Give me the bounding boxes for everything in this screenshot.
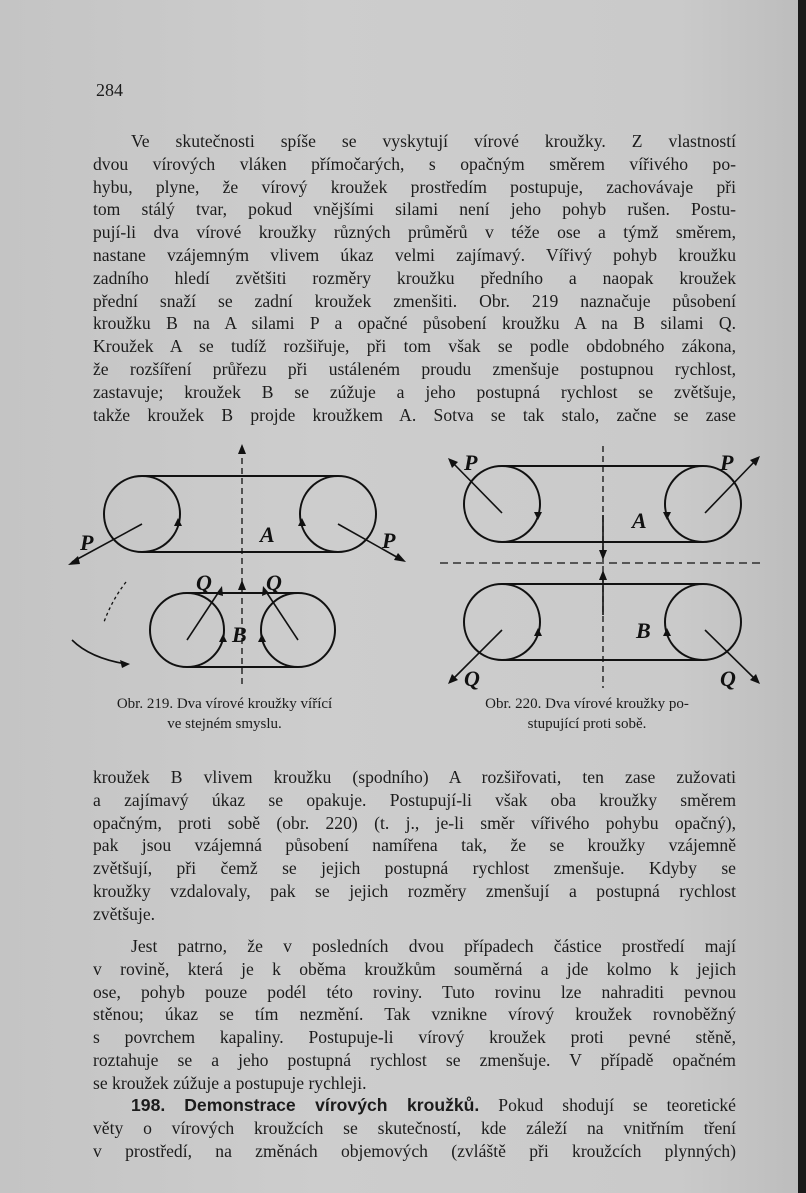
text-line: v rovině, která je k oběma kroužkům souměrná a jde kolmo k jejich xyxy=(93,958,736,979)
text-line: že rozšíření průřezu při ustáleném proudu zmenšuje postupnou rychlost, xyxy=(93,358,736,379)
text-line: hybu, plyne, že vírový kroužek prostředím postupuje, zachovávaje při xyxy=(93,176,736,197)
label-ring-a: A xyxy=(260,522,275,547)
caption-line: ve stejném smyslu. xyxy=(167,716,282,732)
figure-220 xyxy=(420,440,780,695)
caption-line: stupující proti sobě. xyxy=(527,716,647,732)
page-edge-shadow xyxy=(798,0,806,1193)
text-line: Ve skutečnosti spíše se vyskytují vírové kroužky. Z vlastností xyxy=(131,131,736,151)
page-number: 284 xyxy=(96,80,123,100)
section-number: 198. xyxy=(131,1095,166,1115)
vortex-rings-same-direction-diagram xyxy=(60,440,420,690)
text-line: kroužku B na A silami P a opačné působení kroužku A na B silami Q. xyxy=(93,313,736,334)
paragraph-vortex-rings xyxy=(93,130,736,426)
text-line: opačným, proti sobě (obr. 220) (t. j., je-li směr vířivého pohybu opačný), xyxy=(93,812,736,833)
label-force-q-left: Q xyxy=(196,570,212,595)
figure-219 xyxy=(60,440,420,695)
label-force-p-right: P xyxy=(382,528,396,553)
text-line: v prostředí, na změnách objemových (zvláště při kroužcích plynných) xyxy=(93,1140,736,1161)
text-line: se kroužek zúžuje a postupuje rychleji. xyxy=(93,1072,367,1093)
paragraph-continuation xyxy=(93,766,736,926)
text-line: kroužky vzdalovaly, pak se jejich rozměry zmenšují a postupná rychlost xyxy=(93,880,736,901)
text-line: věty o vírových kroužcích se skutečností, kde záleží na vnitřním tření xyxy=(93,1117,736,1138)
text-line: a zajímavý úkaz se opakuje. Postupují-li však oba kroužky směrem xyxy=(93,789,736,810)
label-ring-b: B xyxy=(232,622,247,647)
figure-219-caption xyxy=(92,694,357,734)
text-line: ose, pohyb pouze podél této roviny. Tuto rovinu lze nahraditi pevnou xyxy=(93,981,736,1002)
text-line: s povrchem kapaliny. Postupuje-li vírový kroužek proti pevné stěně, xyxy=(93,1027,736,1048)
text-line: kroužek B vlivem kroužku (spodního) A rozšiřovati, ten zase zužovati xyxy=(93,767,736,787)
caption-line: Obr. 219. Dva vírové kroužky vířící xyxy=(116,696,333,712)
text-line: zvětšuje. xyxy=(93,903,156,924)
figure-220-caption xyxy=(432,694,742,734)
text-line: roztahuje se a jeho postupná rychlost se zmenšuje. V případě opačném xyxy=(93,1049,736,1070)
caption-line: Obr. 220. Dva vírové kroužky po- xyxy=(485,696,689,712)
text-line: zastavuje; kroužek B se zúžuje a jeho postupná rychlost se zvětšuje, xyxy=(93,381,736,402)
label-ring-a: A xyxy=(632,508,647,533)
section-heading-line xyxy=(93,1094,736,1117)
section-title: Demonstrace vírových kroužků. xyxy=(184,1095,480,1115)
label-ring-b: B xyxy=(636,618,651,643)
label-force-p-left: P xyxy=(464,450,478,475)
paragraph-symmetry-plane xyxy=(93,935,736,1095)
text-line: zvětšují, při čemž se jejich postupná rychlost zmenšuje. Kdyby se xyxy=(93,858,736,879)
label-force-p-left: P xyxy=(80,530,94,555)
section-198 xyxy=(93,1094,736,1162)
text-line: dvou vírových vláken přímočarých, s opačným směrem vířivého po- xyxy=(93,153,736,174)
vortex-rings-opposing-diagram xyxy=(420,440,780,690)
text-line: Jest patrno, že v posledních dvou případech částice prostředí mají xyxy=(131,936,736,956)
text-line: tom stálý tvar, pokud vnějšími silami není jeho pohyb rušen. Postu- xyxy=(93,199,736,220)
text-line: pují-li dva vírové kroužky různých průměrů v téže ose a týmž směrem, xyxy=(93,222,736,243)
label-force-q-left: Q xyxy=(464,666,480,690)
label-force-q-right: Q xyxy=(266,570,282,595)
label-force-q-right: Q xyxy=(720,666,736,690)
text-line: pak jsou vzájemná působení namířena tak, že se kroužky vzájemně xyxy=(93,835,736,856)
text-line: přední snaží se zadní kroužek zmenšiti. Obr. 219 naznačuje působení xyxy=(93,290,736,311)
text-line: stěnou; úkaz se tím nezmění. Tak vznikne vírový kroužek rovnoběžný xyxy=(93,1004,736,1025)
text-line: Kroužek A se tudíž rozšiřuje, při tom však se podle obdobného zákona, xyxy=(93,336,736,357)
text-line: takže kroužek B projde kroužkem A. Sotva se tak stalo, začne se zase xyxy=(93,404,736,425)
text-line: zadního hledí zvětšiti rozměry kroužku předního a naopak kroužek xyxy=(93,267,736,288)
text-line: nastane vzájemným vlivem úkaz velmi zajímavý. Vířivý pohyb kroužku xyxy=(93,244,736,265)
text-line: Pokud shodují se teoretické xyxy=(498,1095,736,1115)
label-force-p-right: P xyxy=(720,450,734,475)
